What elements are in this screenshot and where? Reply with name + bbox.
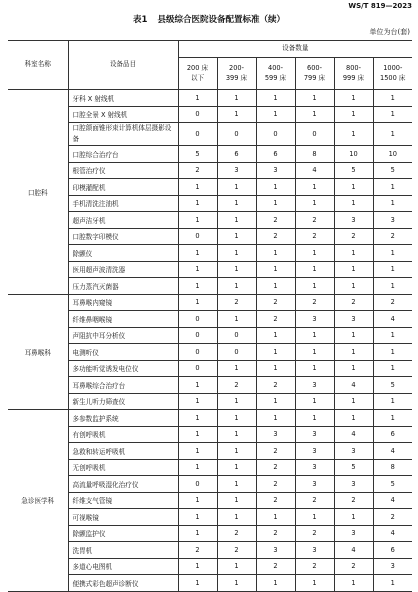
quantity-cell: 1 [334, 344, 373, 361]
quantity-cell: 1 [334, 410, 373, 427]
quantity-cell: 1 [217, 195, 256, 212]
quantity-cell: 1 [178, 410, 217, 427]
quantity-cell: 1 [178, 558, 217, 575]
quantity-cell: 1 [334, 393, 373, 410]
header-bed-range-bottom: 以下 [190, 73, 205, 82]
table-row [8, 360, 412, 377]
quantity-cell: 1 [217, 245, 256, 262]
quantity-cell: 3 [256, 162, 295, 179]
quantity-cell: 1 [178, 443, 217, 460]
quantity-cell: 0 [178, 344, 217, 361]
quantity-cell: 1 [295, 360, 334, 377]
table-row [8, 575, 412, 592]
quantity-cell: 1 [373, 278, 412, 295]
quantity-cell: 1 [334, 509, 373, 526]
quantity-cell: 1 [295, 509, 334, 526]
quantity-cell: 1 [256, 509, 295, 526]
quantity-cell: 2 [295, 492, 334, 509]
quantity-cell: 1 [256, 106, 295, 123]
quantity-cell: 3 [334, 311, 373, 328]
quantity-cell: 6 [373, 426, 412, 443]
quantity-cell: 8 [295, 146, 334, 163]
quantity-cell: 1 [217, 228, 256, 245]
quantity-cell: 3 [217, 162, 256, 179]
quantity-cell: 1 [334, 179, 373, 196]
quantity-cell: 1 [217, 476, 256, 493]
table-row [8, 393, 412, 410]
quantity-cell: 2 [256, 377, 295, 394]
header-bed-range [256, 58, 295, 90]
quantity-cell: 2 [373, 228, 412, 245]
quantity-cell: 1 [217, 575, 256, 592]
quantity-cell: 3 [295, 377, 334, 394]
header-bed-range [334, 58, 373, 90]
equipment-item: 印模灌配机 [68, 179, 178, 196]
quantity-cell: 5 [373, 476, 412, 493]
quantity-cell: 3 [295, 426, 334, 443]
table-row [8, 459, 412, 476]
quantity-cell: 4 [295, 162, 334, 179]
quantity-cell: 1 [373, 344, 412, 361]
quantity-cell: 0 [217, 344, 256, 361]
header-quantity: 设备数量 [178, 41, 412, 58]
header-bed-range-bottom: 1500 床 [380, 73, 406, 82]
quantity-cell: 1 [178, 245, 217, 262]
quantity-cell: 8 [373, 459, 412, 476]
header-bed-range-top: 200- [229, 63, 244, 72]
table-number: 表1 [133, 15, 148, 25]
quantity-cell: 1 [373, 195, 412, 212]
quantity-cell: 2 [217, 542, 256, 559]
quantity-cell: 3 [334, 443, 373, 460]
header-bed-range [295, 58, 334, 90]
equipment-item: 口腔颌面锥形束计算机体层摄影设备 [68, 123, 178, 146]
quantity-cell: 0 [178, 311, 217, 328]
quantity-cell: 1 [334, 123, 373, 146]
equipment-item: 高流量呼吸湿化治疗仪 [68, 476, 178, 493]
quantity-cell: 1 [178, 179, 217, 196]
header-bed-range-bottom: 399 床 [225, 73, 248, 82]
table-row [8, 212, 412, 229]
quantity-cell: 1 [217, 360, 256, 377]
quantity-cell: 1 [217, 492, 256, 509]
quantity-cell: 1 [256, 179, 295, 196]
table-row [8, 377, 412, 394]
header-bed-range-top: 200 床 [186, 63, 209, 72]
quantity-cell: 1 [178, 195, 217, 212]
quantity-cell: 1 [256, 393, 295, 410]
quantity-cell: 1 [295, 278, 334, 295]
equipment-item: 牙科 X 射线机 [68, 90, 178, 107]
quantity-cell: 1 [295, 575, 334, 592]
quantity-cell: 1 [334, 360, 373, 377]
quantity-cell: 2 [256, 525, 295, 542]
quantity-cell: 1 [334, 261, 373, 278]
quantity-cell: 1 [178, 278, 217, 295]
department-name: 耳鼻喉科 [8, 294, 68, 410]
equipment-item: 口腔综合治疗台 [68, 146, 178, 163]
quantity-cell: 1 [178, 294, 217, 311]
table-row [8, 426, 412, 443]
quantity-cell: 1 [217, 426, 256, 443]
quantity-cell: 2 [217, 525, 256, 542]
table-row [8, 558, 412, 575]
header-bed-range-top: 800- [346, 63, 361, 72]
quantity-cell: 3 [256, 426, 295, 443]
equipment-item: 多参数监护系统 [68, 410, 178, 427]
quantity-cell: 3 [373, 212, 412, 229]
header-bed-range-top: 600- [307, 63, 322, 72]
quantity-cell: 2 [373, 509, 412, 526]
quantity-cell: 1 [256, 575, 295, 592]
quantity-cell: 1 [217, 278, 256, 295]
quantity-cell: 2 [256, 558, 295, 575]
table-row [8, 443, 412, 460]
quantity-cell: 1 [178, 426, 217, 443]
table-row [8, 245, 412, 262]
quantity-cell: 1 [256, 261, 295, 278]
standard-code: WS/T 819—2023 [348, 2, 412, 10]
header-bed-range [178, 58, 217, 90]
quantity-cell: 1 [295, 410, 334, 427]
quantity-cell: 2 [178, 542, 217, 559]
quantity-cell: 3 [334, 476, 373, 493]
quantity-cell: 6 [217, 146, 256, 163]
quantity-cell: 2 [295, 228, 334, 245]
quantity-cell: 6 [373, 542, 412, 559]
quantity-cell: 1 [217, 106, 256, 123]
quantity-cell: 1 [295, 195, 334, 212]
quantity-cell: 1 [178, 509, 217, 526]
quantity-cell: 1 [295, 90, 334, 107]
quantity-cell: 2 [334, 558, 373, 575]
quantity-cell: 0 [256, 123, 295, 146]
equipment-item: 可视喉镜 [68, 509, 178, 526]
table-row [8, 542, 412, 559]
quantity-cell: 2 [256, 443, 295, 460]
quantity-cell: 1 [373, 327, 412, 344]
quantity-cell: 1 [373, 261, 412, 278]
quantity-cell: 3 [334, 525, 373, 542]
quantity-cell: 0 [217, 327, 256, 344]
quantity-cell: 1 [178, 492, 217, 509]
table-row [8, 278, 412, 295]
quantity-cell: 1 [217, 393, 256, 410]
table-row [8, 410, 412, 427]
table-row [8, 311, 412, 328]
quantity-cell: 6 [256, 146, 295, 163]
quantity-cell: 5 [334, 162, 373, 179]
quantity-cell: 5 [334, 459, 373, 476]
quantity-cell: 1 [373, 575, 412, 592]
quantity-cell: 5 [178, 146, 217, 163]
equipment-item: 纤维鼻咽喉镜 [68, 311, 178, 328]
equipment-item: 压力蒸汽灭菌器 [68, 278, 178, 295]
quantity-cell: 1 [217, 459, 256, 476]
quantity-cell: 1 [334, 195, 373, 212]
quantity-cell: 1 [256, 195, 295, 212]
quantity-cell: 1 [373, 410, 412, 427]
table-row [8, 195, 412, 212]
header-bed-range-top: 1000- [383, 63, 403, 72]
quantity-cell: 1 [334, 278, 373, 295]
header-bed-range-bottom: 599 床 [264, 73, 287, 82]
quantity-cell: 1 [178, 525, 217, 542]
quantity-cell: 2 [334, 294, 373, 311]
table-row [8, 344, 412, 361]
header-bed-range [373, 58, 412, 90]
quantity-cell: 4 [334, 542, 373, 559]
quantity-cell: 1 [178, 212, 217, 229]
quantity-cell: 1 [217, 410, 256, 427]
table-row [8, 327, 412, 344]
quantity-cell: 0 [295, 123, 334, 146]
quantity-cell: 5 [373, 162, 412, 179]
quantity-cell: 2 [217, 377, 256, 394]
table-title-text: 县级综合医院设备配置标准（续） [157, 15, 285, 25]
quantity-cell: 1 [295, 245, 334, 262]
quantity-cell: 0 [178, 476, 217, 493]
quantity-cell: 1 [178, 459, 217, 476]
quantity-cell: 3 [373, 558, 412, 575]
quantity-cell: 5 [373, 377, 412, 394]
quantity-cell: 1 [178, 90, 217, 107]
quantity-cell: 1 [373, 245, 412, 262]
equipment-item: 耳鼻喉内窥镜 [68, 294, 178, 311]
quantity-cell: 1 [295, 179, 334, 196]
quantity-cell: 10 [373, 146, 412, 163]
header-bed-range-bottom: 799 床 [303, 73, 326, 82]
equipment-item: 耳鼻喉综合治疗台 [68, 377, 178, 394]
quantity-cell: 1 [334, 106, 373, 123]
quantity-cell: 1 [256, 245, 295, 262]
quantity-cell: 2 [334, 228, 373, 245]
equipment-item: 有创呼吸机 [68, 426, 178, 443]
quantity-cell: 4 [334, 426, 373, 443]
quantity-cell: 1 [217, 311, 256, 328]
equipment-item: 口腔数字印模仪 [68, 228, 178, 245]
table-row [8, 90, 412, 107]
quantity-cell: 2 [295, 525, 334, 542]
unit-note: 单位为台(套) [369, 28, 410, 36]
quantity-cell: 2 [373, 294, 412, 311]
table-row [8, 162, 412, 179]
quantity-cell: 0 [178, 123, 217, 146]
quantity-cell: 4 [373, 492, 412, 509]
quantity-cell: 1 [217, 90, 256, 107]
table-row [8, 509, 412, 526]
table-row [8, 294, 412, 311]
quantity-cell: 1 [217, 558, 256, 575]
quantity-cell: 1 [295, 261, 334, 278]
table-row [8, 106, 412, 123]
quantity-cell: 1 [373, 179, 412, 196]
equipment-item: 医用超声波清洗器 [68, 261, 178, 278]
equipment-item: 超声洁牙机 [68, 212, 178, 229]
table-row [8, 123, 412, 146]
equipment-table [8, 40, 412, 592]
department-name: 口腔科 [8, 90, 68, 295]
quantity-cell: 1 [178, 261, 217, 278]
quantity-cell: 1 [217, 179, 256, 196]
quantity-cell: 2 [217, 294, 256, 311]
quantity-cell: 1 [217, 261, 256, 278]
quantity-cell: 1 [334, 245, 373, 262]
quantity-cell: 3 [295, 542, 334, 559]
quantity-cell: 2 [256, 311, 295, 328]
equipment-item: 除颤仪 [68, 245, 178, 262]
quantity-cell: 0 [217, 123, 256, 146]
quantity-cell: 1 [256, 90, 295, 107]
quantity-cell: 0 [178, 327, 217, 344]
quantity-cell: 1 [373, 360, 412, 377]
header-bed-range-top: 400- [268, 63, 283, 72]
quantity-cell: 1 [334, 90, 373, 107]
quantity-cell: 1 [217, 212, 256, 229]
header-item: 设备品目 [68, 41, 178, 90]
equipment-item: 手机清洗注油机 [68, 195, 178, 212]
table-title [0, 13, 418, 25]
quantity-cell: 1 [334, 327, 373, 344]
quantity-cell: 2 [256, 459, 295, 476]
quantity-cell: 2 [295, 212, 334, 229]
quantity-cell: 1 [295, 393, 334, 410]
quantity-cell: 1 [373, 90, 412, 107]
quantity-cell: 1 [334, 575, 373, 592]
equipment-item: 声阻抗中耳分析仪 [68, 327, 178, 344]
quantity-cell: 1 [256, 327, 295, 344]
quantity-cell: 1 [256, 278, 295, 295]
equipment-item: 急救和转运呼吸机 [68, 443, 178, 460]
table-row [8, 146, 412, 163]
quantity-cell: 10 [334, 146, 373, 163]
quantity-cell: 1 [217, 509, 256, 526]
quantity-cell: 2 [295, 558, 334, 575]
equipment-item: 新生儿听力筛查仪 [68, 393, 178, 410]
equipment-item: 多功能听觉诱发电位仪 [68, 360, 178, 377]
quantity-cell: 1 [373, 123, 412, 146]
quantity-cell: 4 [373, 525, 412, 542]
quantity-cell: 1 [256, 410, 295, 427]
quantity-cell: 1 [256, 360, 295, 377]
quantity-cell: 1 [373, 393, 412, 410]
equipment-item: 洗胃机 [68, 542, 178, 559]
quantity-cell: 3 [334, 212, 373, 229]
quantity-cell: 1 [295, 106, 334, 123]
equipment-item: 纤维支气管镜 [68, 492, 178, 509]
quantity-cell: 2 [295, 294, 334, 311]
quantity-cell: 0 [178, 228, 217, 245]
equipment-item: 口腔全景 X 射线机 [68, 106, 178, 123]
quantity-cell: 1 [217, 443, 256, 460]
header-dept: 科室名称 [8, 41, 68, 90]
table-row [8, 525, 412, 542]
quantity-cell: 3 [295, 459, 334, 476]
quantity-cell: 2 [256, 294, 295, 311]
quantity-cell: 4 [373, 443, 412, 460]
quantity-cell: 1 [178, 393, 217, 410]
equipment-item: 多道心电图机 [68, 558, 178, 575]
quantity-cell: 4 [373, 311, 412, 328]
department-name: 急诊医学科 [8, 410, 68, 592]
quantity-cell: 3 [295, 476, 334, 493]
quantity-cell: 4 [334, 377, 373, 394]
table-row [8, 261, 412, 278]
quantity-cell: 1 [295, 327, 334, 344]
quantity-cell: 3 [295, 311, 334, 328]
quantity-cell: 2 [256, 492, 295, 509]
quantity-cell: 1 [178, 575, 217, 592]
equipment-item: 便携式彩色超声诊断仪 [68, 575, 178, 592]
quantity-cell: 1 [373, 106, 412, 123]
header-bed-range-bottom: 999 床 [342, 73, 365, 82]
table-row [8, 228, 412, 245]
equipment-item: 电测听仪 [68, 344, 178, 361]
quantity-cell: 2 [256, 476, 295, 493]
quantity-cell: 1 [256, 344, 295, 361]
quantity-cell: 0 [178, 106, 217, 123]
header-bed-range [217, 58, 256, 90]
quantity-cell: 2 [256, 212, 295, 229]
equipment-item: 根管治疗仪 [68, 162, 178, 179]
quantity-cell: 2 [178, 162, 217, 179]
quantity-cell: 1 [178, 377, 217, 394]
quantity-cell: 1 [295, 344, 334, 361]
table-row [8, 476, 412, 493]
equipment-item: 除颤监护仪 [68, 525, 178, 542]
quantity-cell: 3 [256, 542, 295, 559]
quantity-cell: 3 [295, 443, 334, 460]
table-row [8, 179, 412, 196]
table-row [8, 492, 412, 509]
quantity-cell: 0 [178, 360, 217, 377]
equipment-item: 无创呼吸机 [68, 459, 178, 476]
quantity-cell: 2 [334, 492, 373, 509]
quantity-cell: 2 [256, 228, 295, 245]
